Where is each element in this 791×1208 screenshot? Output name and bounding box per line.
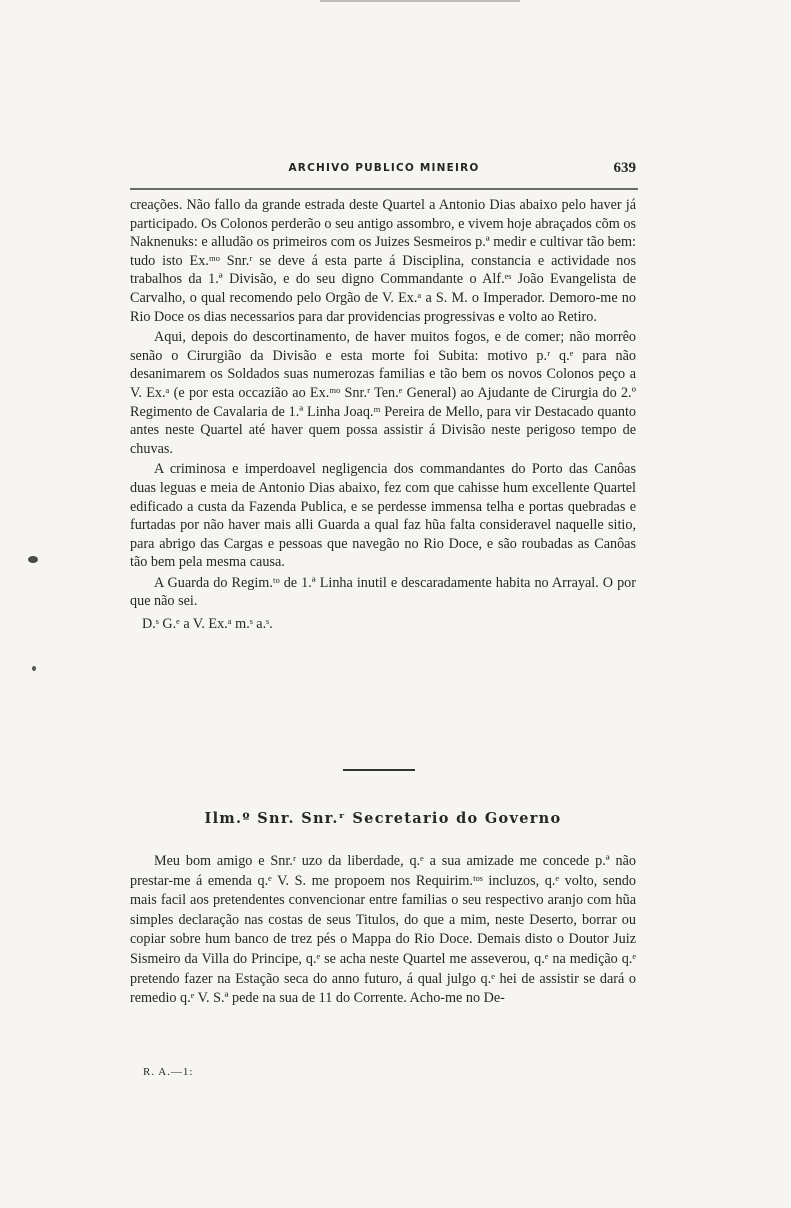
closing-formula: D.ˢ G.ᵉ a V. Ex.ᵃ m.ˢ a.ˢ.: [142, 616, 273, 633]
page-header: [130, 160, 638, 184]
paragraph: A Guarda do Regim.ᵗᵒ de 1.ª Linha inutil e descaradamente habita no Arrayal. O por que não sei.: [130, 574, 636, 610]
margin-ink-mark: [32, 666, 36, 671]
page-number: 639: [613, 160, 636, 176]
header-rule: [130, 188, 638, 190]
section-divider: [343, 769, 415, 771]
paragraph: creações. Não fallo da grande estrada deste Quartel a Antonio Dias abaixo pelo haver já participado. Os Colonos perderão o seu antigo assombro, e vivem hoje abraçados cõm os Naknenuks: e alludão os primeiros com os Juizes Sesmeiros p.ª medir e cultivar tão bem: tudo isto Ex.ᵐᵒ Snr.ʳ se deve á esta parte á Disciplina, constancia e actividade nos trabalhos da 1.ª Divisão, e do seu digno Commandante o Alf.ᵉˢ João Evangelista de Carvalho, o qual recomendo pelo Orgão de V. Ex.ᵃ a S. M. o Imperador. Demoro-me no Rio Doce os dias necessarios para dar providencias progressivas e volto ao Retiro.: [130, 197, 636, 325]
signature-mark: R. A.—1:: [143, 1066, 194, 1078]
paragraph: Meu bom amigo e Snr.ʳ uzo da liberdade, q.ᵉ a sua amizade me concede p.ª não prestar-me á emenda q.ᵉ V. S. me propoem nos Requirim.ᵗᵒˢ incluzos, q.ᵉ volto, sendo mais facil aos pretendentes convencionar entre familias o seu respectivo aranjo com hũa simples declaração nas costas de seus Titulos, do que a mim, neste Deserto, borrar ou copiar sobre hum banco de trez pés o Mappa do Rio Doce. Demais disto o Doutor Juiz Sismeiro da Villa do Principe, q.ᵉ se acha neste Quartel me asseverou, q.ᵉ na medição q.ᵉ pretendo fazer na Estação seca do anno futuro, á qual julgo q.ᵉ hei de assistir se dará o remedio q.ᵉ V. S.ª pede na sua de 11 do Corrente. Acho-me no De-: [130, 853, 636, 1007]
section-title: Ilm.º Snr. Snr.ʳ Secretario do Governo: [204, 810, 562, 827]
paragraph: A criminosa e imperdoavel negligencia dos commandantes do Porto das Canôas duas leguas e meia de Antonio Dias abaixo, fez com que cahisse hum excellente Quartel edificado a custa da Fazenda Publica, e se perdesse immensa telha e portas quebradas e furtadas por não haver mais alli Guarda a qual faz hũa falta consideravel naquelle sitio, para abrigo das Cargas e pessoas que navegão no Rio Doce, e são roubadas as Canôas tão bem pela mesma causa.: [130, 461, 636, 571]
paragraph: Aqui, depois do descortinamento, de haver muitos fogos, e de comer; não morrêo senão o Cirurgião da Divisão e esta morte foi Subita: motivo p.ʳ q.ᵉ para não desanimarem os Soldados suas numerozas familias e tão bem os novos Colonos peço a V. Ex.ᵃ (e por esta occazião ao Ex.ᵐᵒ Snr.ʳ Ten.ᵉ General) ao Ajudante de Cirurgia do 2.º Regimento de Cavalaria de 1.ª Linha Joaq.ᵐ Pereira de Mello, para vir Destacado quanto antes neste Quartel até haver quem possa assistir á Divisão neste perigoso tempo de chuvas.: [130, 329, 636, 457]
margin-ink-mark: [28, 556, 38, 563]
running-head: ARCHIVO PUBLICO MINEIRO: [288, 162, 480, 174]
scan-artifact: [320, 0, 520, 2]
second-letter-body: [130, 852, 636, 1011]
letter-body: [130, 196, 636, 634]
